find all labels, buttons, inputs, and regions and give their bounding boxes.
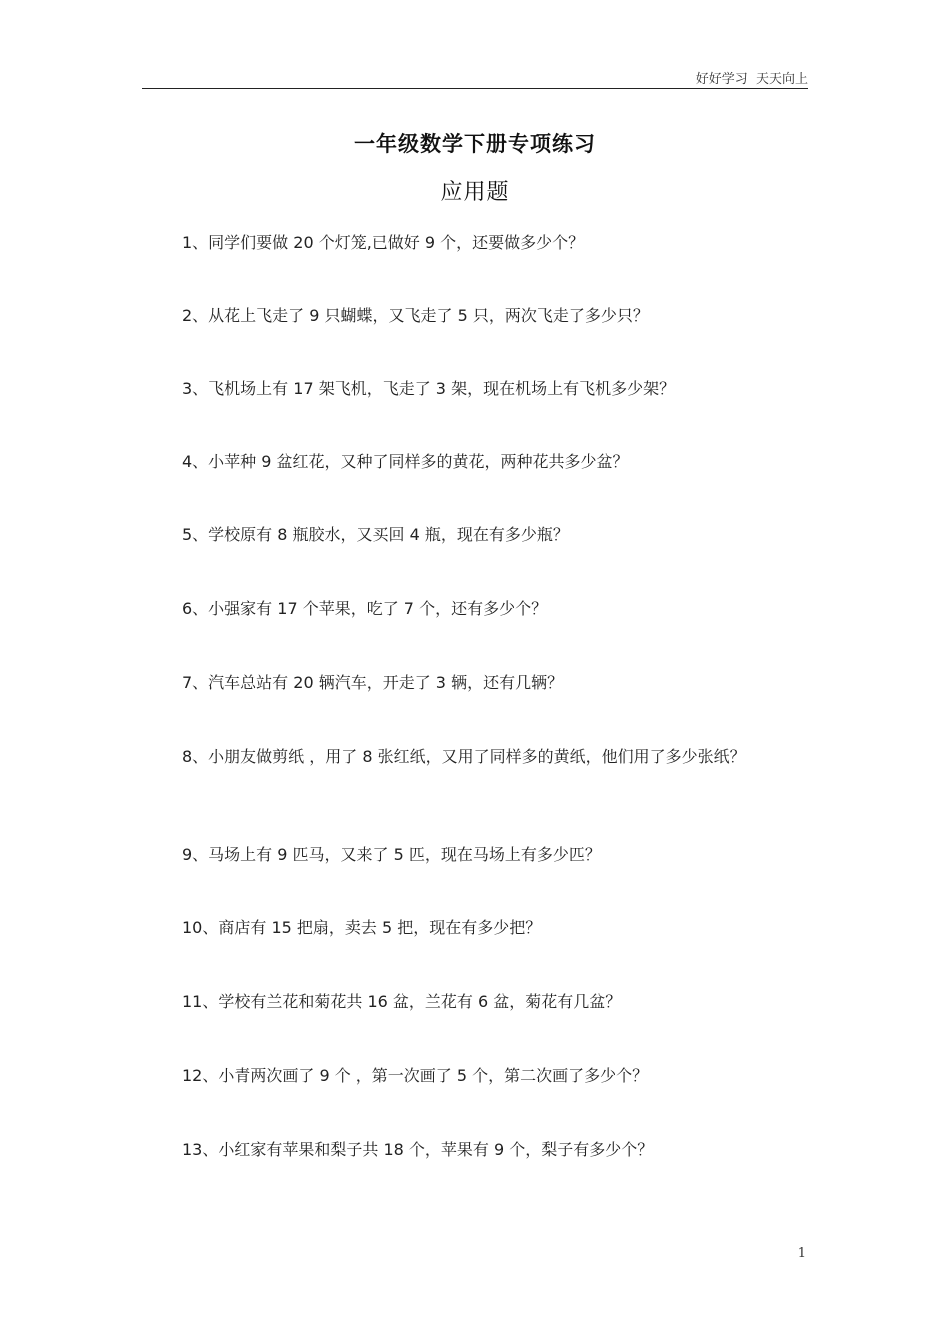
problem-3: 3、飞机场上有 17 架飞机，飞走了 3 架，现在机场上有飞机多少架？ xyxy=(182,379,676,398)
problem-13: 13、小红家有苹果和梨子共 18 个，苹果有 9 个，梨子有多少个？ xyxy=(182,1140,654,1159)
problem-7: 7、汽车总站有 20 辆汽车，开走了 3 辆，还有几辆？ xyxy=(182,673,564,692)
problem-9: 9、马场上有 9 匹马，又来了 5 匹，现在马场上有多少匹？ xyxy=(182,845,601,864)
problem-11: 11、学校有兰花和菊花共 16 盆，兰花有 6 盆，菊花有几盆？ xyxy=(182,992,622,1011)
header-motto: 好好学习 天天向上 xyxy=(695,72,808,87)
problem-1: 1、同学们要做 20 个灯笼,已做好 9 个，还要做多少个？ xyxy=(182,233,585,252)
problem-6: 6、小强家有 17 个苹果，吃了 7 个，还有多少个？ xyxy=(182,599,548,618)
document-title: 一年级数学下册专项练习 xyxy=(354,132,596,156)
problem-4: 4、小苹种 9 盆红花，又种了同样多的黄花，两种花共多少盆？ xyxy=(182,452,629,471)
document-subtitle: 应用题 xyxy=(440,180,510,205)
problem-10: 10、商店有 15 把扇，卖去 5 把，现在有多少把？ xyxy=(182,918,542,937)
header-divider xyxy=(142,88,808,89)
problem-12: 12、小青两次画了 9 个 ，第一次画了 5 个，第二次画了多少个？ xyxy=(182,1066,649,1085)
problem-8: 8、小朋友做剪纸 ，用了 8 张红纸，又用了同样多的黄纸，他们用了多少张纸？ xyxy=(182,747,746,766)
problem-5: 5、学校原有 8 瓶胶水，又买回 4 瓶，现在有多少瓶？ xyxy=(182,525,569,544)
problem-2: 2、从花上飞走了 9 只蝴蝶，又飞走了 5 只，两次飞走了多少只？ xyxy=(182,306,649,325)
page-number: 1 xyxy=(797,1246,806,1261)
